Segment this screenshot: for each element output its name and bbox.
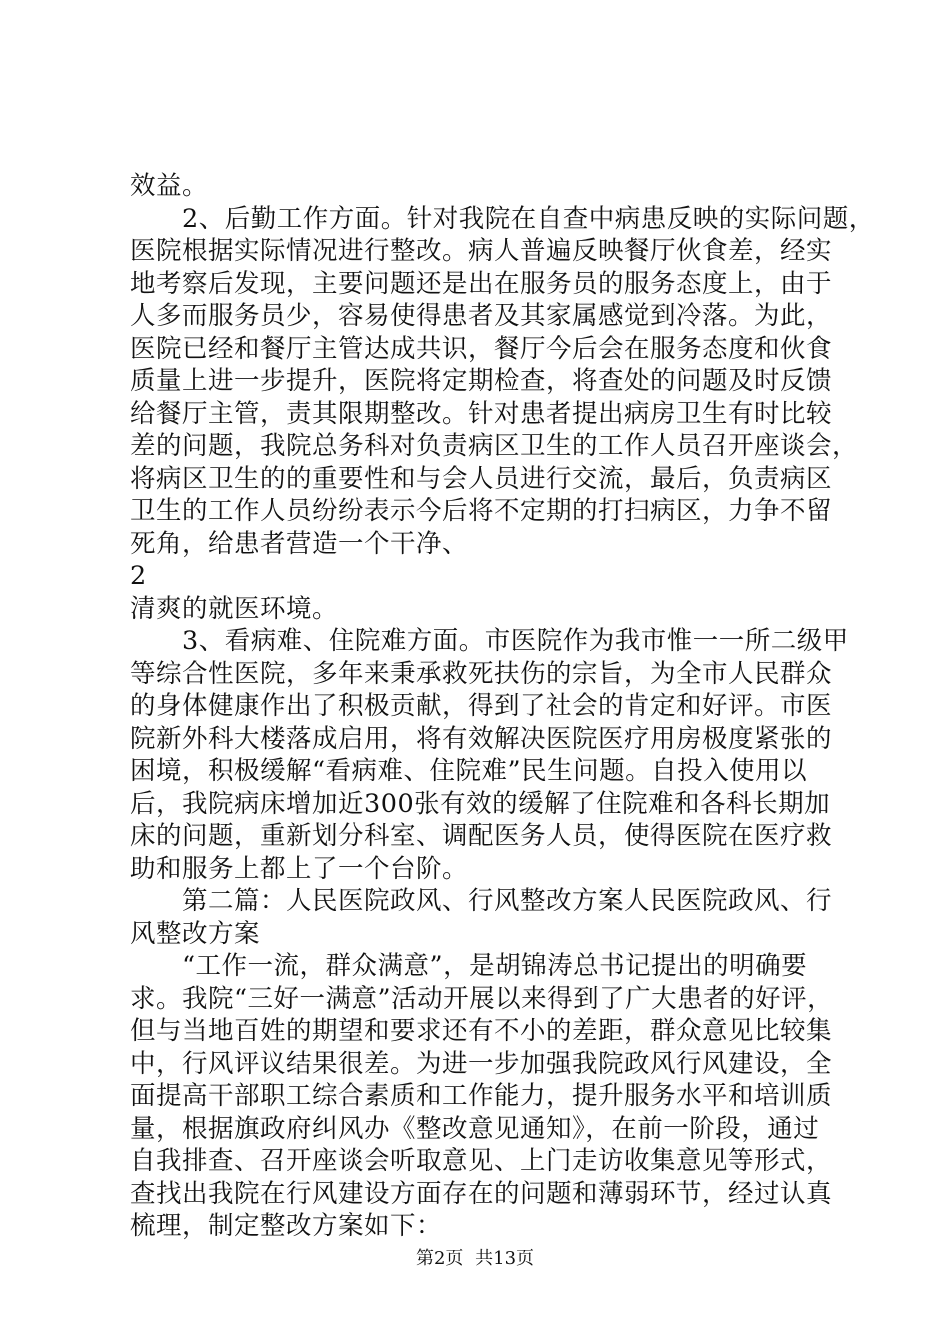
text-line: 院新外科大楼落成启用，将有效解决医院医疗用房极度紧张的 [130,723,833,754]
text-line: 助和服务上都上了一个台阶。 [130,853,469,884]
text-line: 后，我院病床增加近300张有效的缓解了住院难和各科长期加 [130,788,831,819]
text-line: 2 [130,561,147,591]
text-line: 求。我院“三好一满意”活动开展以来得到了广大患者的好评， [130,983,834,1014]
text-line: 自我排查、召开座谈会听取意见、上门走访收集意见等形式， [130,1146,833,1176]
text-line: 医院已经和餐厅主管达成共识，餐厅今后会在服务态度和伙食 [130,333,833,364]
text-line: 的身体健康作出了积极贡献，得到了社会的肯定和好评。市医 [130,691,833,721]
text-line: 第二篇：人民医院政风、行风整改方案人民医院政风、行 [182,886,833,916]
page-total: 共13页 [475,1248,535,1269]
text-line: 查找出我院在行风建设方面存在的问题和薄弱环节，经过认真 [130,1178,833,1209]
text-line: 差的问题，我院总务科对负责病区卫生的工作人员召开座谈会， [130,431,859,461]
text-line: 清爽的就医环境。 [130,593,339,624]
text-line: 量，根据旗政府纠风办《整改意见通知》，在前一阶段，通过 [130,1113,820,1144]
text-line: 地考察后发现，主要问题还是出在服务员的服务态度上，由于 [130,268,833,299]
text-line: 风整改方案 [130,918,261,949]
text-line: 死角，给患者营造一个干净、 [130,528,469,559]
text-line: 医院根据实际情况进行整改。病人普遍反映餐厅伙食差，经实 [130,236,833,266]
text-line: 将病区卫生的的重要性和与会人员进行交流，最后，负责病区 [130,463,833,494]
text-line: 床的问题，重新划分科室、调配医务人员，使得医院在医疗救 [130,821,833,851]
text-line: 中，行风评议结果很差。为进一步加强我院政风行风建设，全 [130,1048,833,1079]
text-line: 效益。 [130,171,209,201]
text-line: 面提高干部职工综合素质和工作能力，提升服务水平和培训质 [130,1081,833,1111]
text-line: “工作一流，群众满意”，是胡锦涛总书记提出的明确要 [182,951,808,981]
page-number: 第2页 [415,1248,464,1269]
text-line: 给餐厅主管，责其限期整改。针对患者提出病房卫生有时比较 [130,398,833,429]
text-line: 质量上进一步提升，医院将定期检查，将查处的问题及时反馈 [130,366,833,396]
text-line: 困境，积极缓解“看病难、住院难”民生问题。自投入使用以 [130,756,808,786]
text-line: 人多而服务员少，容易使得患者及其家属感觉到冷落。为此， [130,301,833,331]
text-line: 卫生的工作人员纷纷表示今后将不定期的打扫病区，力争不留 [130,496,833,526]
text-line: 2、后勤工作方面。针对我院在自查中病患反映的实际问题， [182,203,875,234]
page-footer [0,1244,950,1270]
text-line: 等综合性医院，多年来秉承救死扶伤的宗旨，为全市人民群众 [130,658,833,689]
text-line: 但与当地百姓的期望和要求还有不小的差距，群众意见比较集 [130,1016,833,1046]
text-line: 梳理，制定整改方案如下： [130,1211,443,1241]
text-line: 3、看病难、住院难方面。市医院作为我市惟一一所二级甲 [182,626,849,656]
document-body [130,170,875,1243]
